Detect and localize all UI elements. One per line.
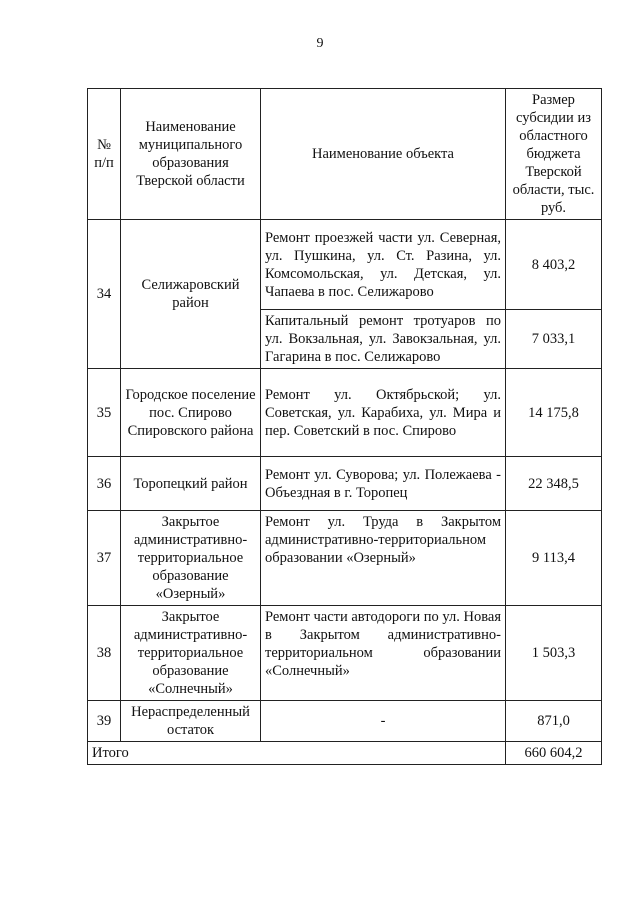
- header-municipality: Наименование муниципального образования Тверской области: [121, 89, 261, 220]
- row-number: 38: [88, 606, 121, 701]
- subsidy-amount: 22 348,5: [506, 457, 602, 511]
- table-row: [88, 457, 602, 511]
- row-number: 36: [88, 457, 121, 511]
- row-number: 34: [88, 220, 121, 369]
- municipality-name: Городское поселение пос. Спирово Спировского района: [121, 369, 261, 457]
- subsidy-amount: 871,0: [506, 701, 602, 742]
- row-number: 35: [88, 369, 121, 457]
- row-number: 37: [88, 511, 121, 606]
- total-label: Итого: [88, 742, 506, 765]
- subsidy-amount: 9 113,4: [506, 511, 602, 606]
- table-row: [88, 369, 602, 457]
- subsidy-amount: 1 503,3: [506, 606, 602, 701]
- object-name: Ремонт ул. Труда в Закрытом административно-территориальном образовании «Озерный»: [261, 511, 506, 606]
- object-name: Ремонт ул. Суворова; ул. Полежаева - Объездная в г. Торопец: [261, 457, 506, 511]
- header-num: № п/п: [88, 89, 121, 220]
- object-name: Ремонт части автодороги по ул. Новая в Закрытом административно-территориальном образовании «Солнечный»: [261, 606, 506, 701]
- subsidy-amount: 14 175,8: [506, 369, 602, 457]
- municipality-name: Закрытое административно-территориальное образование «Озерный»: [121, 511, 261, 606]
- row-number: 39: [88, 701, 121, 742]
- object-name: Ремонт ул. Октябрьской; ул. Советская, ул. Карабиха, ул. Мира и пер. Советский в пос. Спирово: [261, 369, 506, 457]
- header-amount: Размер субсидии из областного бюджета Тверской области, тыс. руб.: [506, 89, 602, 220]
- total-row: [88, 742, 602, 765]
- object-name: Ремонт проезжей части ул. Северная, ул. Пушкина, ул. Ст. Разина, ул. Комсомольская, ул. Детская, ул. Чапаева в пос. Селижарово: [261, 220, 506, 310]
- subsidy-amount: 8 403,2: [506, 220, 602, 310]
- table-header-row: [88, 89, 602, 220]
- table-row: [88, 511, 602, 606]
- municipality-name: Нераспределенный остаток: [121, 701, 261, 742]
- table-row: [88, 701, 602, 742]
- page-number: 9: [316, 36, 324, 51]
- table-row: [88, 220, 602, 310]
- municipality-name: Селижаровский район: [121, 220, 261, 369]
- object-name: -: [261, 701, 506, 742]
- subsidy-amount: 7 033,1: [506, 310, 602, 369]
- object-name: Капитальный ремонт тротуаров по ул. Вокзальная, ул. Завокзальная, ул. Гагарина в пос. Селижарово: [261, 310, 506, 369]
- table-row: [88, 606, 602, 701]
- header-object: Наименование объекта: [261, 89, 506, 220]
- total-amount: 660 604,2: [506, 742, 602, 765]
- municipality-name: Торопецкий район: [121, 457, 261, 511]
- municipality-name: Закрытое административно-территориальное образование «Солнечный»: [121, 606, 261, 701]
- subsidy-table: [87, 88, 602, 765]
